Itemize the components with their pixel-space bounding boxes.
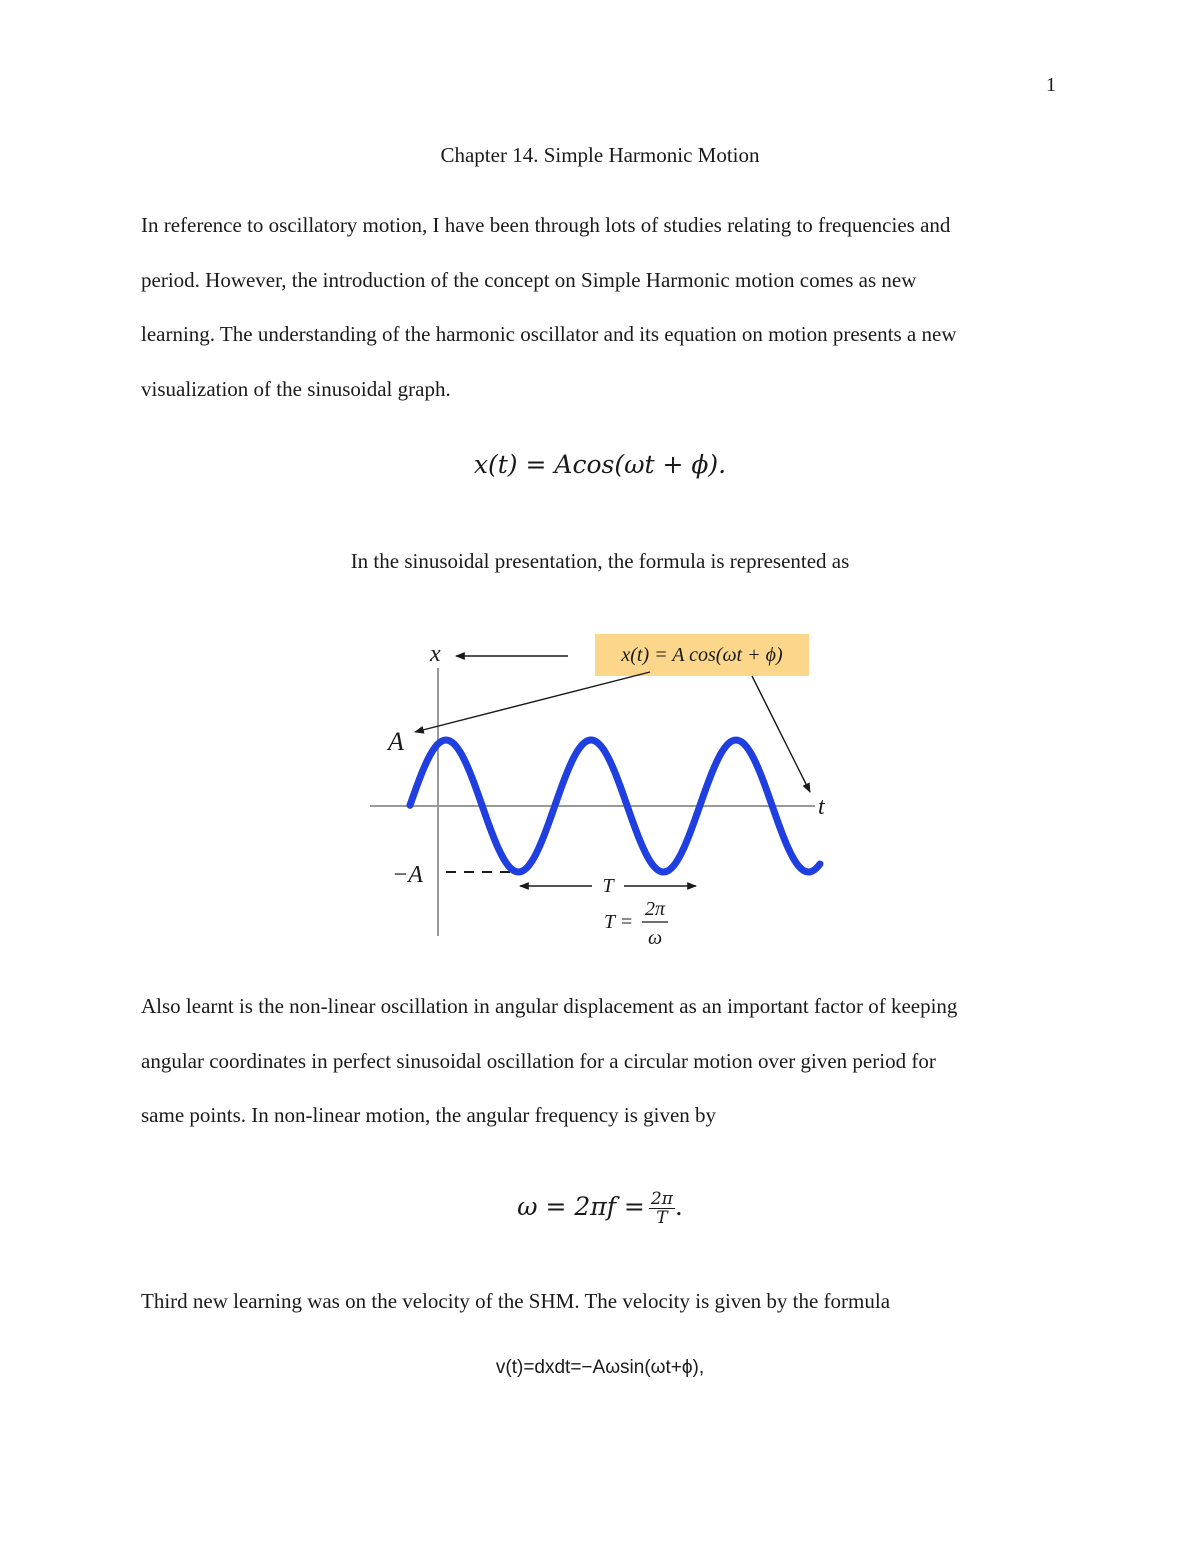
paragraph-line: In reference to oscillatory motion, I have been through lots of studies relating to frequencies and xyxy=(141,213,951,237)
chapter-title: Chapter 14. Simple Harmonic Motion xyxy=(440,143,760,167)
formula-box-text: x(t) = A cos(ωt + ϕ) xyxy=(621,644,783,666)
paragraph-line: visualization of the sinusoidal graph. xyxy=(141,376,451,401)
period-formula-denominator: ω xyxy=(647,927,663,949)
x-axis-label: x xyxy=(430,641,441,667)
amplitude-label: A xyxy=(388,727,404,756)
angular-frequency-fraction xyxy=(649,1190,675,1227)
paragraph-nonlinear xyxy=(141,979,1071,1143)
paragraph-line: angular coordinates in perfect sinusoidal oscillation for a circular motion over given period for xyxy=(141,1048,936,1073)
amplitude-pointer-arrow xyxy=(415,672,650,732)
period-formula-numerator: 2π xyxy=(644,898,666,920)
paragraph-velocity xyxy=(141,1274,1071,1329)
angular-frequency-lhs: ω = 2πf = xyxy=(517,1192,645,1221)
period-label: T xyxy=(602,875,614,897)
paragraph-line: period. However, the introduction of the concept on Simple Harmonic motion comes as new xyxy=(141,267,917,292)
fraction-denominator: T xyxy=(656,1208,668,1228)
fraction-numerator: 2π xyxy=(650,1189,673,1209)
paragraph-intro xyxy=(141,198,1071,416)
angular-frequency-equation xyxy=(0,1190,1200,1227)
paragraph-line: same points. In non-linear motion, the angular frequency is given by xyxy=(141,1103,717,1127)
period-formula-lhs: T = xyxy=(604,911,634,933)
velocity-equation: v(t)=dxdt=−Aωsin(ωt+ϕ), xyxy=(495,1357,705,1378)
paragraph-line: Third new learning was on the velocity of the SHM. The velocity is given by the formula xyxy=(141,1289,891,1313)
neg-amplitude-label: −A xyxy=(392,862,423,888)
shm-sinusoid-figure xyxy=(360,628,840,958)
paragraph-line: learning. The understanding of the harmonic oscillator and its equation on motion presents a new xyxy=(141,322,957,346)
sinusoid-intro-line: In the sinusoidal presentation, the formula is represented as xyxy=(350,549,850,573)
equation-period: . xyxy=(674,1192,683,1221)
t-axis-label: t xyxy=(818,794,825,820)
page-number: 1 xyxy=(1046,74,1056,96)
displacement-equation: x(t) = Acos(ωt + ϕ). xyxy=(473,450,727,479)
paragraph-line: Also learnt is the non-linear oscillation in angular displacement as an important factor of keeping xyxy=(141,994,958,1018)
